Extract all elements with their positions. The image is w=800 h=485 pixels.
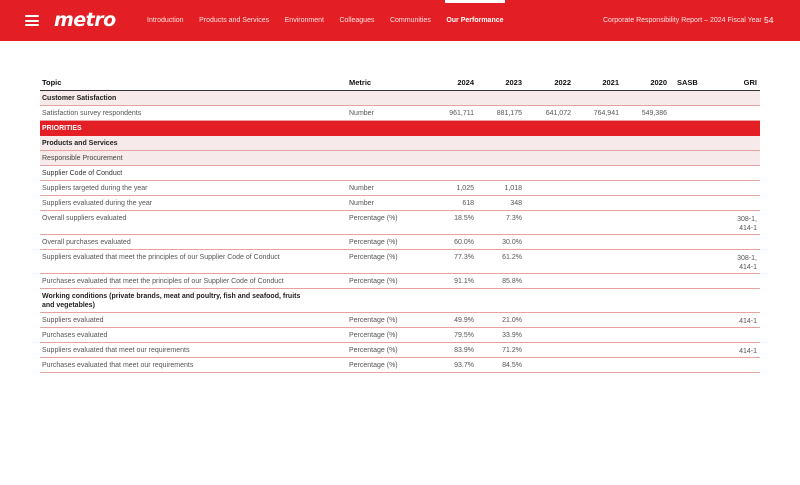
- nav-our-performance[interactable]: Our Performance: [446, 0, 503, 41]
- table-row: [40, 181, 760, 196]
- row-value-2023: 30.0%: [502, 239, 522, 246]
- row-value-2022: 641,072: [545, 110, 571, 117]
- table-section-row: [40, 91, 760, 106]
- table-row: [40, 274, 760, 289]
- row-topic: Responsible Procurement: [42, 155, 123, 162]
- nav-environment[interactable]: Environment: [284, 17, 324, 24]
- row-topic: PRIORITIES: [42, 125, 82, 132]
- row-value-2024: 1,025: [456, 185, 474, 192]
- hamburger-menu-icon[interactable]: [25, 15, 39, 26]
- row-value-2023: 21.0%: [502, 317, 522, 324]
- row-value-2023: 881,175: [496, 110, 522, 117]
- row-gri: 308-1, 414-1: [737, 255, 757, 271]
- row-value-2024: 961,711: [449, 110, 474, 117]
- page-number: 54: [764, 15, 774, 25]
- row-gri: 414-1: [739, 348, 757, 355]
- row-gri: 308-1, 414-1: [737, 216, 757, 232]
- row-metric: Percentage (%): [349, 239, 398, 246]
- row-metric: Percentage (%): [349, 347, 398, 354]
- col-metric: Metric: [349, 78, 372, 87]
- row-metric: Percentage (%): [349, 278, 398, 285]
- row-topic: Purchases evaluated that meet our requirements: [42, 362, 194, 369]
- row-topic: Purchases evaluated that meet the principles of our Supplier Code of Conduct: [42, 278, 284, 285]
- row-topic: Suppliers evaluated that meet our requirements: [42, 347, 190, 354]
- row-value-2023: 348: [510, 200, 522, 207]
- row-metric: Percentage (%): [349, 254, 398, 261]
- row-value-2023: 85.8%: [502, 278, 522, 285]
- row-value-2024: 83.9%: [454, 347, 474, 354]
- table-section-row: [40, 166, 760, 181]
- nav-communities[interactable]: Communities: [389, 17, 431, 24]
- table-section-row: [40, 136, 760, 151]
- row-value-2024: 77.3%: [454, 254, 474, 261]
- row-gri: 414-1: [739, 318, 757, 325]
- row-value-2023: 71.2%: [502, 347, 522, 354]
- table-body: [40, 91, 760, 373]
- row-topic: Suppliers evaluated that meet the principles of our Supplier Code of Conduct: [42, 254, 280, 261]
- col-2021: 2021: [602, 78, 619, 87]
- row-topic: Suppliers targeted during the year: [42, 185, 148, 192]
- report-title: Corporate Responsibility Report – 2024 Fiscal Year: [603, 17, 762, 24]
- nav-products-and-services[interactable]: Products and Services: [199, 17, 270, 24]
- row-metric: Percentage (%): [349, 362, 398, 369]
- row-topic: Overall suppliers evaluated: [42, 215, 127, 222]
- row-topic: Suppliers evaluated: [42, 317, 104, 324]
- table-header: [40, 76, 760, 91]
- row-value-2024: 18.5%: [454, 215, 474, 222]
- row-value-2023: 7.3%: [506, 215, 522, 222]
- metro-logo[interactable]: metro: [54, 9, 116, 31]
- table-row: [40, 313, 760, 328]
- row-value-2021: 764,941: [593, 110, 619, 117]
- table-row: [40, 358, 760, 373]
- row-metric: Number: [349, 185, 374, 192]
- table-row: [40, 196, 760, 211]
- row-topic: Suppliers evaluated during the year: [42, 200, 153, 207]
- row-topic: Satisfaction survey respondents: [42, 110, 142, 117]
- row-value-2020: 549,386: [641, 110, 667, 117]
- row-value-2024: 79.5%: [454, 332, 474, 339]
- table-row: [40, 328, 760, 343]
- table-row: [40, 106, 760, 121]
- table-row: [40, 250, 760, 274]
- table-section-row: [40, 121, 760, 136]
- row-metric: Percentage (%): [349, 215, 398, 222]
- table-row: [40, 211, 760, 235]
- col-2023: 2023: [505, 78, 522, 87]
- row-value-2023: 61.2%: [502, 254, 522, 261]
- row-topic: Products and Services: [42, 140, 118, 147]
- row-metric: Percentage (%): [349, 332, 398, 339]
- row-value-2024: 618: [462, 200, 474, 207]
- main-nav: [147, 0, 519, 41]
- row-value-2024: 93.7%: [454, 362, 474, 369]
- performance-table: [40, 76, 760, 373]
- row-topic: Supplier Code of Conduct: [42, 170, 123, 177]
- top-navigation-bar: [0, 0, 800, 41]
- row-value-2023: 33.9%: [502, 332, 522, 339]
- col-topic: Topic: [42, 78, 62, 87]
- table-section-row: [40, 289, 760, 313]
- row-value-2024: 91.1%: [454, 278, 474, 285]
- col-2020: 2020: [650, 78, 667, 87]
- col-sasb: SASB: [677, 78, 698, 87]
- row-value-2023: 1,018: [504, 185, 522, 192]
- row-value-2024: 49.9%: [454, 317, 474, 324]
- nav-introduction[interactable]: Introduction: [147, 17, 184, 24]
- row-topic: Overall purchases evaluated: [42, 239, 131, 246]
- row-metric: Number: [349, 110, 374, 117]
- table-section-row: [40, 151, 760, 166]
- row-value-2024: 60.0%: [454, 239, 474, 246]
- row-topic: Purchases evaluated: [42, 332, 108, 339]
- row-metric: Percentage (%): [349, 317, 398, 324]
- row-value-2023: 84.5%: [502, 362, 522, 369]
- col-2022: 2022: [554, 78, 571, 87]
- table-row: [40, 235, 760, 250]
- row-topic: Customer Satisfaction: [42, 95, 117, 102]
- table-row: [40, 343, 760, 358]
- nav-colleagues[interactable]: Colleagues: [339, 17, 375, 24]
- col-gri: GRI: [743, 78, 757, 87]
- col-2024: 2024: [457, 78, 474, 87]
- row-metric: Number: [349, 200, 374, 207]
- row-topic: Working conditions (private brands, meat and poultry, fish and seafood, fruits and vegetables): [42, 293, 301, 309]
